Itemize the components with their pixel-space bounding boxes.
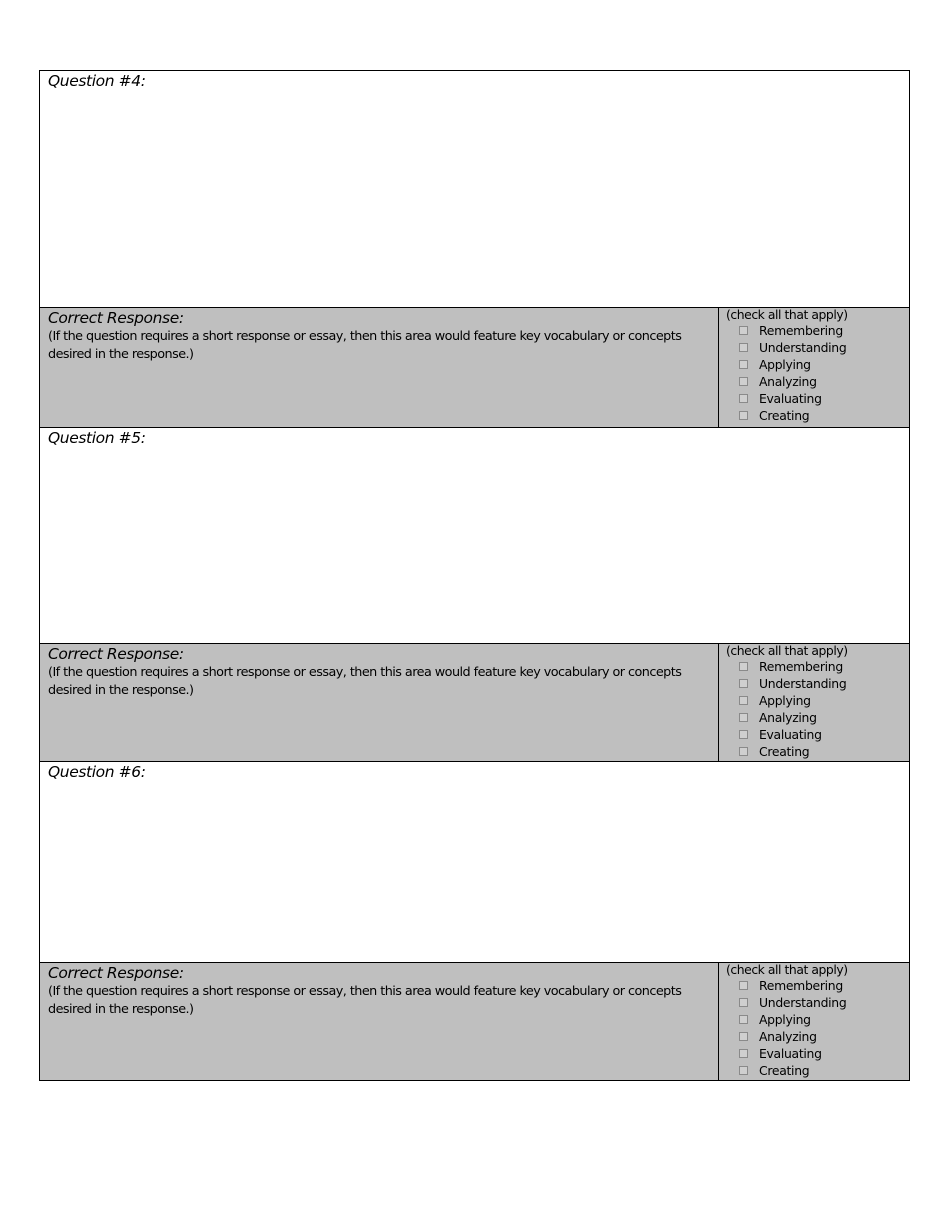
checkbox-icon[interactable] (739, 730, 748, 739)
checkbox-applying[interactable] (726, 1011, 902, 1028)
checkbox-label: Evaluating (759, 1046, 822, 1061)
blooms-checklist (719, 308, 909, 427)
question-area[interactable] (40, 762, 909, 962)
question-block-6 (40, 762, 909, 1081)
checkbox-label: Evaluating (759, 391, 822, 406)
checklist-heading: (check all that apply) (726, 962, 848, 977)
correct-response-note: (If the question requires a short response or essay, then this area would feature key vocabulary or concepts desired in the response.) (48, 665, 682, 698)
checkbox-understanding[interactable] (726, 339, 902, 356)
checkbox-icon[interactable] (739, 662, 748, 671)
checkbox-label: Understanding (759, 995, 847, 1010)
blooms-checklist (719, 963, 909, 1080)
checkbox-remembering[interactable] (726, 977, 902, 994)
checkbox-evaluating[interactable] (726, 390, 902, 407)
checkbox-label: Analyzing (759, 374, 817, 389)
question-area[interactable] (40, 71, 909, 307)
checkbox-label: Applying (759, 693, 811, 708)
question-block-4 (40, 71, 909, 428)
checkbox-analyzing[interactable] (726, 373, 902, 390)
checkbox-creating[interactable] (726, 407, 902, 424)
question-label: Question #4: (48, 72, 146, 90)
correct-response-title: Correct Response: (48, 964, 184, 982)
checkbox-icon[interactable] (739, 679, 748, 688)
checkbox-evaluating[interactable] (726, 1045, 902, 1062)
checkbox-applying[interactable] (726, 356, 902, 373)
checkbox-label: Applying (759, 357, 811, 372)
correct-response-area[interactable] (40, 644, 719, 761)
checkbox-label: Remembering (759, 978, 843, 993)
checkbox-understanding[interactable] (726, 994, 902, 1011)
checkbox-icon[interactable] (739, 696, 748, 705)
checkbox-icon[interactable] (739, 747, 748, 756)
correct-response-area[interactable] (40, 308, 719, 427)
checkbox-label: Creating (759, 1063, 810, 1078)
checkbox-label: Understanding (759, 340, 847, 355)
blooms-checklist (719, 644, 909, 761)
checkbox-creating[interactable] (726, 743, 902, 760)
checkbox-creating[interactable] (726, 1062, 902, 1079)
checkbox-icon[interactable] (739, 360, 748, 369)
checkbox-remembering[interactable] (726, 658, 902, 675)
question-label: Question #6: (48, 763, 146, 781)
checkbox-label: Remembering (759, 659, 843, 674)
question-block-5 (40, 428, 909, 762)
correct-response-row (40, 962, 909, 1080)
checkbox-label: Remembering (759, 323, 843, 338)
checkbox-label: Evaluating (759, 727, 822, 742)
checkbox-icon[interactable] (739, 394, 748, 403)
checkbox-evaluating[interactable] (726, 726, 902, 743)
checkbox-label: Applying (759, 1012, 811, 1027)
checkbox-label: Analyzing (759, 1029, 817, 1044)
checkbox-icon[interactable] (739, 1015, 748, 1024)
checkbox-label: Creating (759, 408, 810, 423)
correct-response-note: (If the question requires a short response or essay, then this area would feature key vocabulary or concepts desired in the response.) (48, 329, 682, 362)
checklist-heading: (check all that apply) (726, 643, 848, 658)
checkbox-analyzing[interactable] (726, 1028, 902, 1045)
correct-response-note: (If the question requires a short response or essay, then this area would feature key vocabulary or concepts desired in the response.) (48, 984, 682, 1017)
question-form (39, 70, 910, 1081)
question-area[interactable] (40, 428, 909, 643)
checkbox-icon[interactable] (739, 998, 748, 1007)
checkbox-icon[interactable] (739, 411, 748, 420)
correct-response-title: Correct Response: (48, 645, 184, 663)
checkbox-icon[interactable] (739, 981, 748, 990)
checkbox-label: Creating (759, 744, 810, 759)
checkbox-icon[interactable] (739, 713, 748, 722)
correct-response-row (40, 307, 909, 427)
question-label: Question #5: (48, 429, 146, 447)
checkbox-analyzing[interactable] (726, 709, 902, 726)
checkbox-icon[interactable] (739, 377, 748, 386)
checkbox-icon[interactable] (739, 1049, 748, 1058)
correct-response-row (40, 643, 909, 761)
checkbox-icon[interactable] (739, 343, 748, 352)
checkbox-icon[interactable] (739, 1066, 748, 1075)
checkbox-icon[interactable] (739, 326, 748, 335)
correct-response-title: Correct Response: (48, 309, 184, 327)
checkbox-icon[interactable] (739, 1032, 748, 1041)
checklist-heading: (check all that apply) (726, 307, 848, 322)
checkbox-label: Analyzing (759, 710, 817, 725)
checkbox-remembering[interactable] (726, 322, 902, 339)
checkbox-label: Understanding (759, 676, 847, 691)
checkbox-understanding[interactable] (726, 675, 902, 692)
correct-response-area[interactable] (40, 963, 719, 1080)
checkbox-applying[interactable] (726, 692, 902, 709)
